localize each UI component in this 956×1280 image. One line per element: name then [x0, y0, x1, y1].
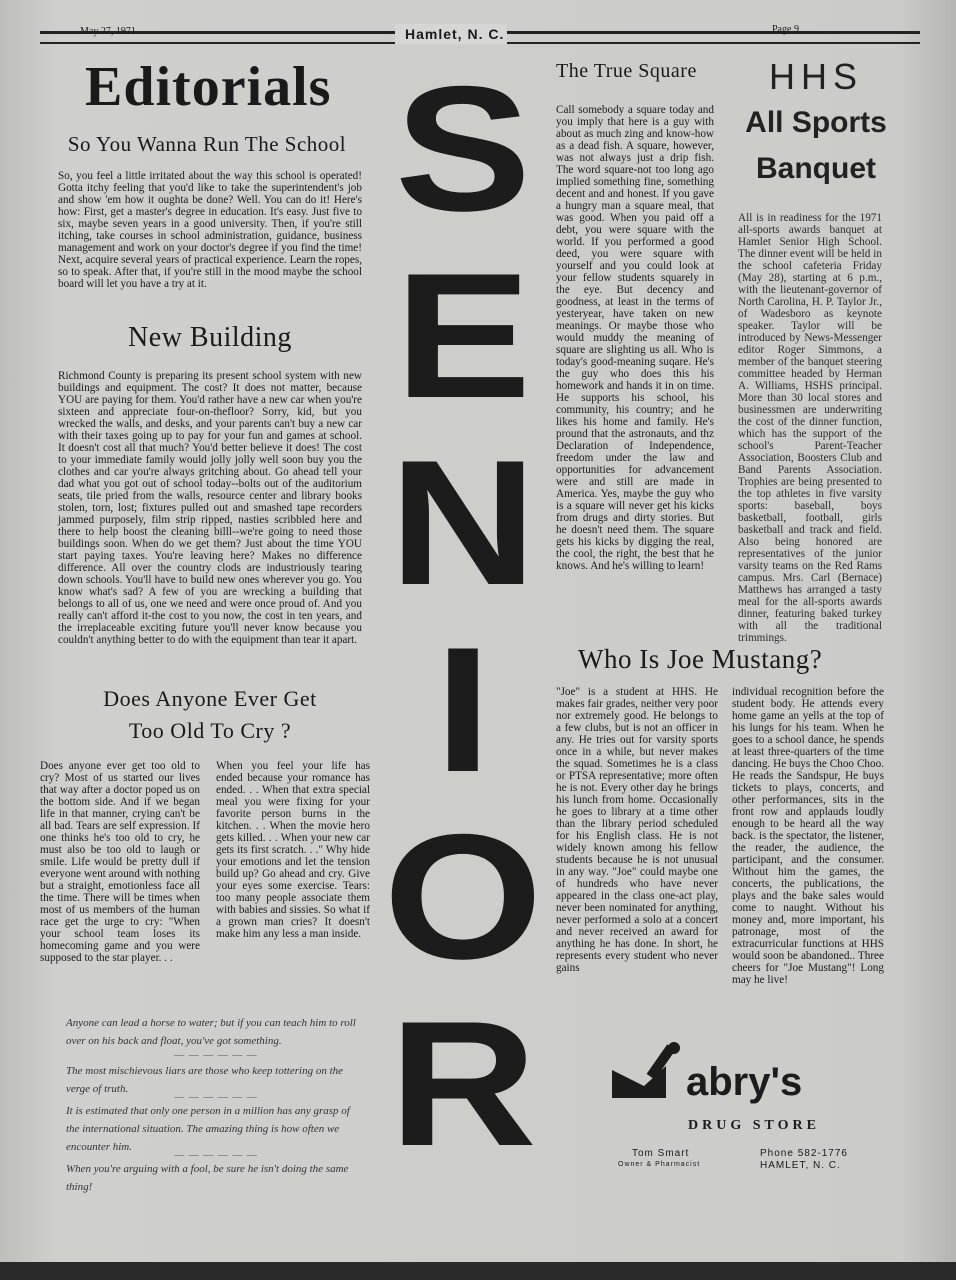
- ad-owner-title: Owner & Pharmacist: [618, 1161, 701, 1168]
- quote-separator: — — — — — —: [174, 1150, 258, 1161]
- cry-heading-line2: Too Old To Cry ?: [128, 718, 292, 743]
- page-number: Page 9: [772, 24, 799, 35]
- senior-letter: N: [389, 423, 537, 622]
- building-article: Richmond County is preparing its present school system with new buildings and equipment. The cost? It does not matter, because YOU are paying for them. You'd rather have a new car when you're sixteen and appreciate four-on-thefloor? Sorry, kid, but you wrecked the walls, and desks, and your parents can't buy a new car with their taxes going up to pay for your fun and games at school. It doesn't cost all that much? You'd better believe it does! The cost to your immediate family would jolly jolly well soon buy you the clothes and car you're always gritching about. Go ahead tell your dad what you got out of school today--bolts out of the auditorium seats, tile pried from the walls, resource center and library books stolen, torn, lost; fixtures pulled out and smashed tape recorders jammed purposely, film strip ripped, nasties scribbled here and there to help boost the cleaning billl--we're going to need those buildings soon. When do we get them? Just about the time YOU start paying taxes. You're leaving here? Makes no difference difference. All over the country clods are industriously tearing down schools. You'll have to build new ones wherever you go. You know what's sad? A few of you are wrecking a building that belongs to all of us, one we need and were once proud of. And you really can't afford it-the cost to you now, the cost in ten years, and the irreplaceable exciting future you'll never know because you couldn't anything better to do with the equipment than tear it apart.: [58, 370, 362, 646]
- quote-separator: — — — — — —: [174, 1050, 258, 1061]
- joe-heading: Who Is Joe Mustang?: [578, 644, 823, 674]
- senior-letter: S: [394, 49, 532, 248]
- building-heading: New Building: [128, 322, 292, 353]
- ad-name: abry's: [686, 1060, 803, 1104]
- sports-article: All is in readiness for the 1971 all-sports awards banquet at Hamlet Senior High School. The dinner event will be held in the school cafeteria Friday (May 28), starting at 6 p.m., with the lieutenant-governor of North Carolina, H. P. Taylor Jr., of Wadesboro as keynote speaker. Taylor will be introduced by News-Messenger editor Roger Simmons, a member of the banquet steering committee headed by Herman A. Williams, HSHS principal. More than 30 local stores and businessmen are underwriting the cost of the dinner function, which has the support of the school's Parent-Teacher Association, Boosters Club and Band Parents Association. Trophies are being presented to the top athletes in five varsity sports: baseball, boys basketball, football, girls basketball and track and field. Also being honored are representatives of the junior varsity teams on the Red Rams campus. Mrs. Carl (Bernace) Matthews has arranged a tasty meal for the all-sports awards dinner, featuring baked turkey with all the traditional trimmings.: [738, 212, 882, 644]
- cry-column-1: Does anyone ever get too old to cry? Most of us started our lives that way after a doctor poped us on the bottom side. And if we began life in that manner, crying can't be all bad. Tears are self expression. If one thinks he's too old to cry, he must also be too old to laugh or smile. Life would be pretty dull if everyone went around with nothing but a straight, emotionless face all the time. There will be times when most of us members of the human race get the urge to cry: "When your school team loses its homecoming game and you were supposed to the star player. . .: [40, 760, 200, 964]
- quote-2: The most mischievous liars are those who keep tottering on the verge of truth.: [66, 1065, 344, 1095]
- quote-separator: — — — — — —: [174, 1092, 258, 1103]
- ad-owner: Tom Smart: [632, 1148, 690, 1159]
- school-heading: So You Wanna Run The School: [67, 132, 347, 156]
- senior-letter: I: [434, 610, 492, 809]
- ad-store-type: DRUG STORE: [688, 1118, 820, 1133]
- issue-date: May 27, 1971: [80, 26, 136, 37]
- square-heading: The True Square: [556, 60, 697, 82]
- quote-3: It is estimated that only one person in a million has any grasp of the international situation. The amazing thing is how often we encounter him.: [66, 1105, 350, 1153]
- joe-column-2: individual recognition before the student body. He attends every home game an yells at the top of his lungs for his team. When he goes to a school dance, he spends at least three-quarters of the time dancing. He buys the Choo Choo. He reads the Sandspur, He buys tickets to plays, concerts, and other performances, sits in the front row and applauds loudly enough to be heard all the way back. is the spectator, the listener, the reader, the audience, the participant, and the consumer. Without him the games, the concerts, the publications, the plays and the bake sales would come to naught. Without his money and, more important, his patronage, most of the extracurricular functions at HHS would soon be abandoned.. Three cheers for "Joe Mustang"! Long may he live!: [732, 686, 884, 986]
- senior-letter: R: [389, 984, 537, 1183]
- senior-letter: E: [394, 236, 532, 435]
- cry-column-2: When you feel your life has ended because your romance has ended. . . When that extra special meal you were fixing for your favorite person burns in the kitchen. . . When the movie hero gets killed. . . When your new car gets its first scratch. . ." Why hide your emotions and let the tension build up? Go ahead and cry. Give your eyes some exercise. Tears: too many people associate them with babies and sissies. So what if a grown man cries? It doesn't make him any less a man inside.: [216, 760, 370, 940]
- school-article: So, you feel a little irritated about the way this school is operated! Gotta itchy feeling that you'd like to take the superintendent's job and show 'em how it oughta be done? Well. You can do it! Here's how: First, get a master's degree in education. It's easy. Just five to six, maybe seven years in a good university. Then, if you're still itching, take courses in school administration, guidance, business management and work on your doctor's degree if you find the time! Next, acquire several years of practical experience. Learn the ropes, so to speak. After that, if you're still in the mood maybe the school board will let you have a try at it.: [58, 170, 362, 290]
- editorials-masthead: Editorials: [85, 56, 332, 118]
- quote-1: Anyone can lead a horse to water; but if you can teach him to roll over on his back and float, you've got something.: [66, 1017, 356, 1047]
- senior-letter: O: [383, 797, 543, 996]
- ad-city: HAMLET, N. C.: [760, 1160, 841, 1171]
- square-article: Call somebody a square today and you imply that here is a guy with about as much zing and know-how as a dead fish. A square, however, was not always just a drip fish. The word square-not too long ago implied something fine, something decent and and honest. If you gave a hungry man a square meal, that was good. When you paid off a debt, you were square with the world. If you performed a good deed, you were square with yourself and you could look at your fellow students squarely in the eye. But decency and goodness, at least in the terms of yesteryear, have taken on new meanings. Or maybe those who would muddy the meaning of square are slighting us all. Who is today's good-meaning suqare. He's the guy who does this his homework and hands it in on time. He supports his school, his community, his country; and he likes his home and family. He's pround that the astronauts, and thz Declaration of Independence, freedom under the law and opportunities for advancement were and still are made in America. Yes, maybe the guy who is a square will never get his kicks from drugs and dirty stories. But he doesn't need them. The square gets his kicks by digging the real, the cool, the right, the best that he knows. And he's willing to learn!: [556, 104, 714, 572]
- sports-title-banquet: Banquet: [756, 152, 876, 185]
- sports-title-all-sports: All Sports: [745, 106, 887, 139]
- page-bottom-edge: [0, 1262, 956, 1280]
- sports-title-hhs: HHS: [768, 56, 863, 97]
- quote-4: When you're arguing with a fool, be sure he isn't doing the same thing!: [66, 1163, 349, 1193]
- ad-phone: Phone 582-1776: [760, 1148, 848, 1159]
- senior-vertical-title: [383, 49, 543, 1183]
- cry-heading-line1: Does Anyone Ever Get: [103, 686, 317, 711]
- joe-column-1: "Joe" is a student at HHS. He makes fair grades, neither very poor nor extremely good. He belongs to a few clubs, but is not an officer in any. He tries out for varsity sports once in a while, but never makes the squad. Sometimes he is a class or PTSA representative; more often he is not. Every other day he brings his lunch from home. Occasionally he goes to library at a time other than the library period scheduled for his English class. He is not widely known among his fellow students because he is not unusual in any way. "Joe" could maybe one of hundreds who have never appeared in the class one-act play, never been nominated for anything, never performed a solo at a concert and never received an award for anything he has done. In short, he represents every student who never gains: [556, 686, 718, 974]
- issue-place: Hamlet, N. C.: [405, 26, 505, 42]
